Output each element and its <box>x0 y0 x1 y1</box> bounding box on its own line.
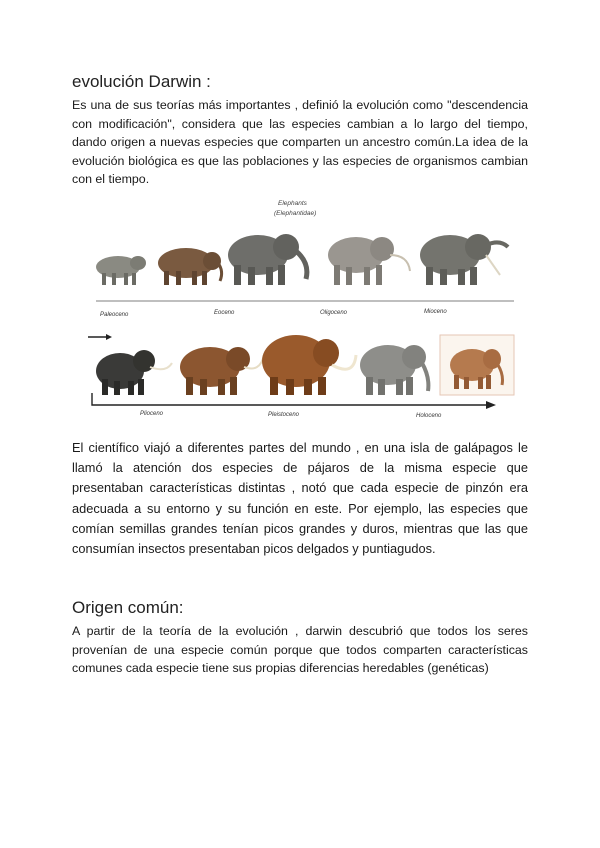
era-label-oligoceno: Oligoceno <box>320 310 348 316</box>
asian-elephant-image <box>360 345 428 395</box>
era-label-eoceno: Eoceno <box>214 310 235 316</box>
mammoth-brown-image <box>180 347 264 395</box>
stegodon-image <box>96 350 172 395</box>
paragraph-galapagos: El científico viajó a diferentes partes del mundo , en una isla de galápagos le llamó la atención dos especies de pájaros de la misma especie que presentaban características distintas , notó que cada especie de pinzón era adecuada a su entorno y su función en este. Por ejemplo, las especies que comían semillas grandes tenían picos grandes y duros, mientras que las que consumían insectos presentaban picos delgados y puntiagudos. <box>72 440 528 557</box>
section-title-evolucion: evolución Darwin : <box>72 72 211 91</box>
era-label-holoceno: Holoceno <box>416 413 442 419</box>
paragraph-origen-comun: A partir de la teoría de la evolución , darwin descubrió que todos los seres provenían de una especie común porque que todos comparten características comunes cada especie tiene sus propias diferencias heredables (genéticas) <box>72 624 528 676</box>
era-label-mioceno: Mioceno <box>424 309 447 315</box>
era-label-paleoceno: Paleoceno <box>100 312 129 318</box>
woolly-mammoth-image <box>262 335 356 395</box>
gomphotherium-image <box>328 237 410 285</box>
era-label-plioceno: Plioceno <box>140 411 164 417</box>
figure-subtitle: (Elephantidae) <box>274 210 317 217</box>
figure-title: Elephants <box>278 200 307 207</box>
era-label-pleistoceno: Pleistoceno <box>268 412 300 418</box>
section-title-origen-comun: Origen común: <box>72 598 184 617</box>
elephant-evolution-figure <box>88 195 520 423</box>
deinotherium-image <box>420 234 508 285</box>
evolution-illustration <box>88 195 520 423</box>
phiomia-image <box>158 248 222 285</box>
palaeomastodon-image <box>228 234 307 285</box>
moeritherium-image <box>96 256 146 285</box>
paragraph-evolucion: Es una de sus teorías más importantes , definió la evolución como "descendencia con modificación", considera que las especies cambian a lo largo del tiempo, dando origen a nuevas especies que comparten un ancestro común.La idea de la evolución biológica es que las poblaciones y las especies de organismos cambian con el tiempo. <box>72 98 528 187</box>
